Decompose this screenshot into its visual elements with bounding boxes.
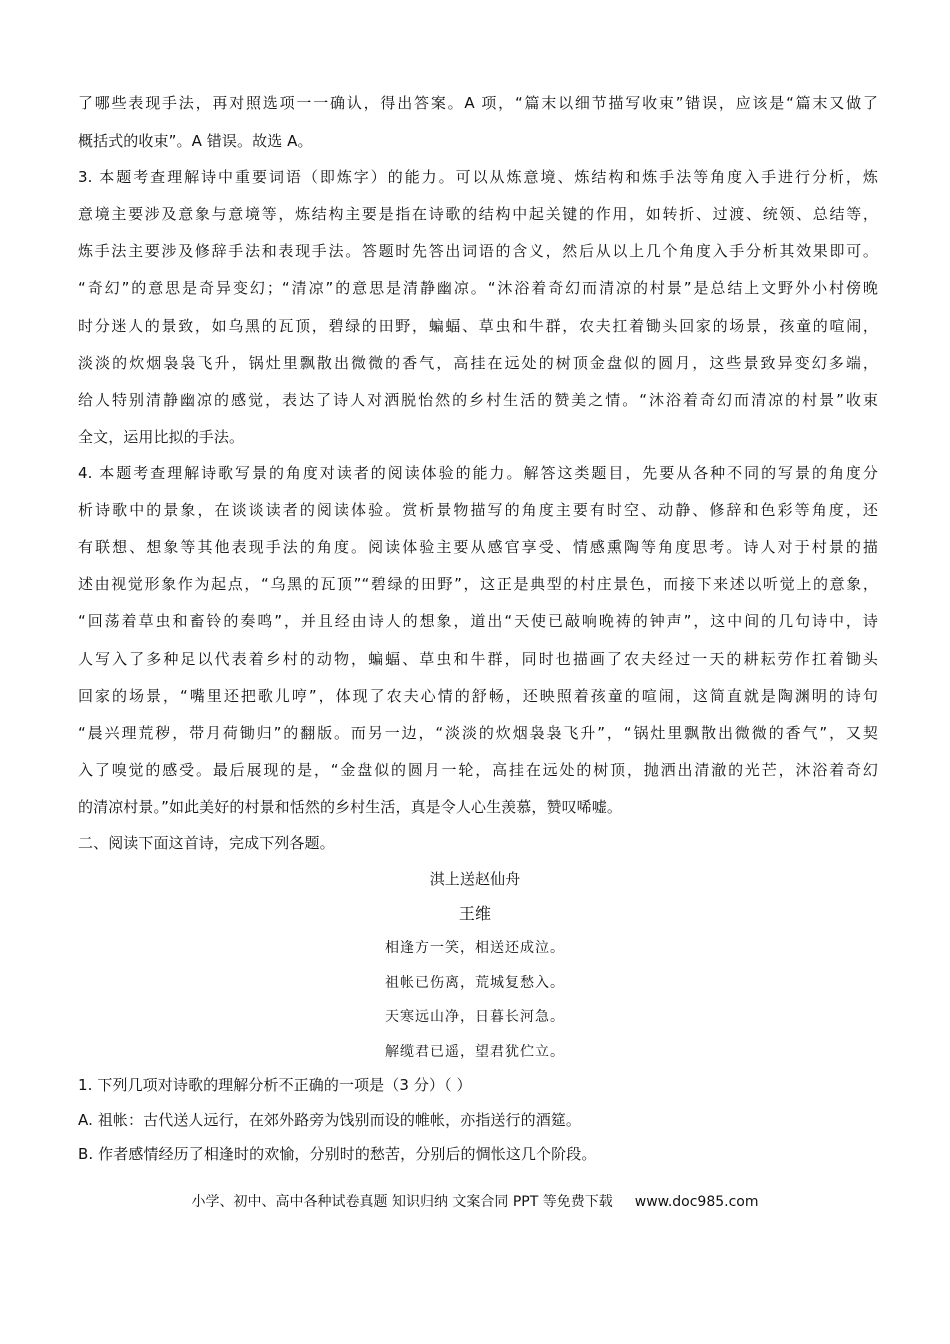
poem-verse: 祖帐已伤离，荒城复愁入。: [385, 975, 565, 991]
paragraph-line: 入了嗅觉的感受。最后展现的是，“金盘似的圆月一轮，高挂在远处的树顶，抛洒出清澈的光芒，沐浴着奇幻: [78, 761, 878, 779]
page-footer: [0, 1191, 950, 1211]
paragraph-line: 时分迷人的景致，如乌黑的瓦顶，碧绿的田野，蝙蝠、草虫和牛群，农夫扛着锄头回家的场景，孩童的喧闹，: [78, 317, 878, 335]
poem-verse: 天寒远山净，日暮长河急。: [385, 1009, 565, 1025]
option-a: A. 祖帐：古代送人远行，在郊外路旁为饯别而设的帷帐，亦指送行的酒筵。: [78, 1111, 582, 1129]
paragraph-line: 意境主要涉及意象与意境等，炼结构主要是指在诗歌的结构中起关键的作用，如转折、过渡、统领、总结等，: [78, 205, 878, 223]
paragraph-line: 述由视觉形象作为起点，“乌黑的瓦顶”“碧绿的田野”，这正是典型的村庄景色，而接下来述以听觉上的意象，: [78, 575, 878, 593]
paragraph-line: 有联想、想象等其他表现手法的角度。阅读体验主要从感官享受、情感熏陶等角度思考。诗人对于村景的描: [78, 538, 878, 556]
paragraph-line: 人写入了多种足以代表着乡村的动物，蝙蝠、草虫和牛群，同时也描画了农夫经过一天的耕耘劳作扛着锄头: [78, 650, 878, 668]
paragraph-line: 3. 本题考查理解诗中重要词语（即炼字）的能力。可以从炼意境、炼结构和炼手法等角度入手进行分析，炼: [78, 168, 878, 186]
section-heading: 二、阅读下面这首诗，完成下列各题。: [78, 834, 335, 852]
paragraph-line: 给人特别清静幽凉的感觉，表达了诗人对洒脱怡然的乡村生活的赞美之情。“沐浴着奇幻而清凉的村景”收束: [78, 391, 878, 409]
paragraph-line: 概括式的收束”。A 错误。故选 A。: [78, 132, 313, 150]
paragraph-line: 全文，运用比拟的手法。: [78, 428, 245, 446]
footer-url[interactable]: www.doc985.com: [634, 1194, 759, 1210]
poem-verse: 相逢方一笑，相送还成泣。: [385, 940, 565, 956]
paragraph-line: 析诗歌中的景象，在谈谈读者的阅读体验。赏析景物描写的角度主要有时空、动静、修辞和色彩等角度，还: [78, 501, 878, 519]
paragraph-line: “晨兴理荒秽，带月荷锄归”的翻版。而另一边，“淡淡的炊烟袅袅飞升”，“锅灶里飘散出微微的香气”，又契: [78, 724, 878, 742]
paragraph-line: “奇幻”的意思是奇异变幻；“清凉”的意思是清静幽凉。“沐浴着奇幻而清凉的村景”是总结上文野外小村傍晚: [78, 279, 878, 297]
paragraph-line: 炼手法主要涉及修辞手法和表现手法。答题时先答出词语的含义，然后从以上几个角度入手分析其效果即可。: [78, 242, 878, 260]
paragraph-line: “回荡着草虫和畜铃的奏鸣”，并且经由诗人的想象，道出“天使已敲响晚祷的钟声”，这中间的几句诗中，诗: [78, 612, 878, 630]
poem-title: 淇上送赵仙舟: [429, 870, 521, 888]
paragraph-line: 了哪些表现手法，再对照选项一一确认，得出答案。A 项，“篇末以细节描写收束”错误，应该是“篇末又做了: [78, 94, 878, 112]
paragraph-line: 淡淡的炊烟袅袅飞升，锅灶里飘散出微微的香气，高挂在远处的树顶金盘似的圆月，这些景致异变幻多端，: [78, 354, 878, 372]
footer-text: 小学、初中、高中各种试卷真题 知识归纳 文案合同 PPT 等免费下载: [191, 1194, 613, 1210]
paragraph-line: 4. 本题考查理解诗歌写景的角度对读者的阅读体验的能力。解答这类题目，先要从各种不同的写景的角度分: [78, 464, 878, 482]
poem-verse: 解缆君已遥，望君犹伫立。: [385, 1044, 565, 1060]
paragraph-line: 回家的场景，“嘴里还把歌儿哼”，体现了农夫心情的舒畅，还映照着孩童的喧闹，这简直就是陶渊明的诗句: [78, 687, 878, 705]
poem-author: 王维: [458, 904, 492, 923]
question-stem: 1. 下列几项对诗歌的理解分析不正确的一项是（3 分）（ ）: [78, 1076, 472, 1094]
option-b: B. 作者感情经历了相逢时的欢愉，分别时的愁苦，分别后的惆怅这几个阶段。: [78, 1145, 597, 1163]
paragraph-line: 的清凉村景。”如此美好的村景和恬然的乡村生活，真是令人心生羡慕，赞叹唏嘘。: [78, 798, 622, 816]
